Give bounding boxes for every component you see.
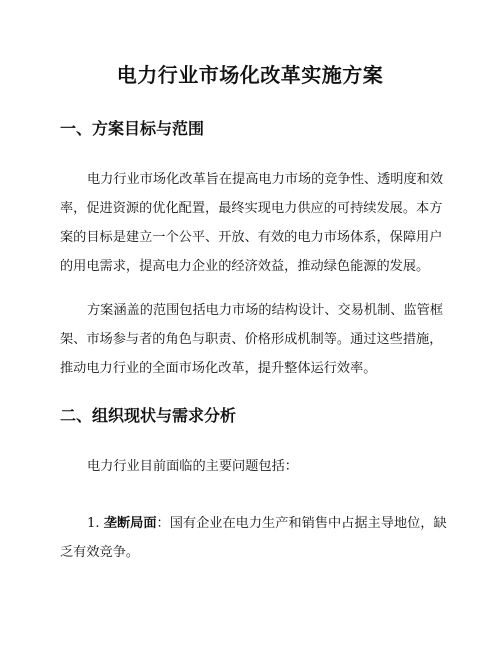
list-item-line (60, 509, 450, 538)
list-item-monopoly (60, 509, 450, 567)
paragraph-intro (60, 452, 450, 481)
paragraph-scope (60, 296, 450, 383)
list-item-line: 乏有效竞争。 (60, 545, 140, 560)
paragraph-line: 架、市场参与者的角色与职责、价格形成机制等。通过这些措施， (60, 332, 443, 347)
paragraph-line: 推动电力行业的全面市场化改革，提升整体运行效率。 (60, 361, 377, 376)
paragraph-goals (60, 165, 450, 281)
document-title: 电力行业市场化改革实施方案 (116, 63, 384, 87)
paragraph-line: 电力行业市场化改革旨在提高电力市场的竞争性、透明度和效 (87, 172, 444, 187)
paragraph-line: 案的目标是建立一个公平、开放、有效的电力市场体系，保障用户 (60, 230, 443, 245)
paragraph-line: 率，促进资源的优化配置，最终实现电力供应的可持续发展。本方 (60, 201, 443, 216)
list-item-number: 1. (87, 516, 104, 531)
list-item-text: ：国有企业在电力生产和销售中占据主导地位，缺 (156, 516, 447, 531)
paragraph-line: 电力行业目前面临的主要问题包括： (87, 459, 298, 474)
section-heading-analysis: 二、组织现状与需求分析 (60, 406, 237, 425)
list-item-term: 垄断局面 (103, 516, 157, 531)
paragraph-line: 方案涵盖的范围包括电力市场的结构设计、交易机制、监管框 (87, 303, 444, 318)
paragraph-line: 的用电需求，提高电力企业的经济效益，推动绿色能源的发展。 (60, 259, 430, 274)
section-heading-goals: 一、方案目标与范围 (60, 119, 205, 138)
